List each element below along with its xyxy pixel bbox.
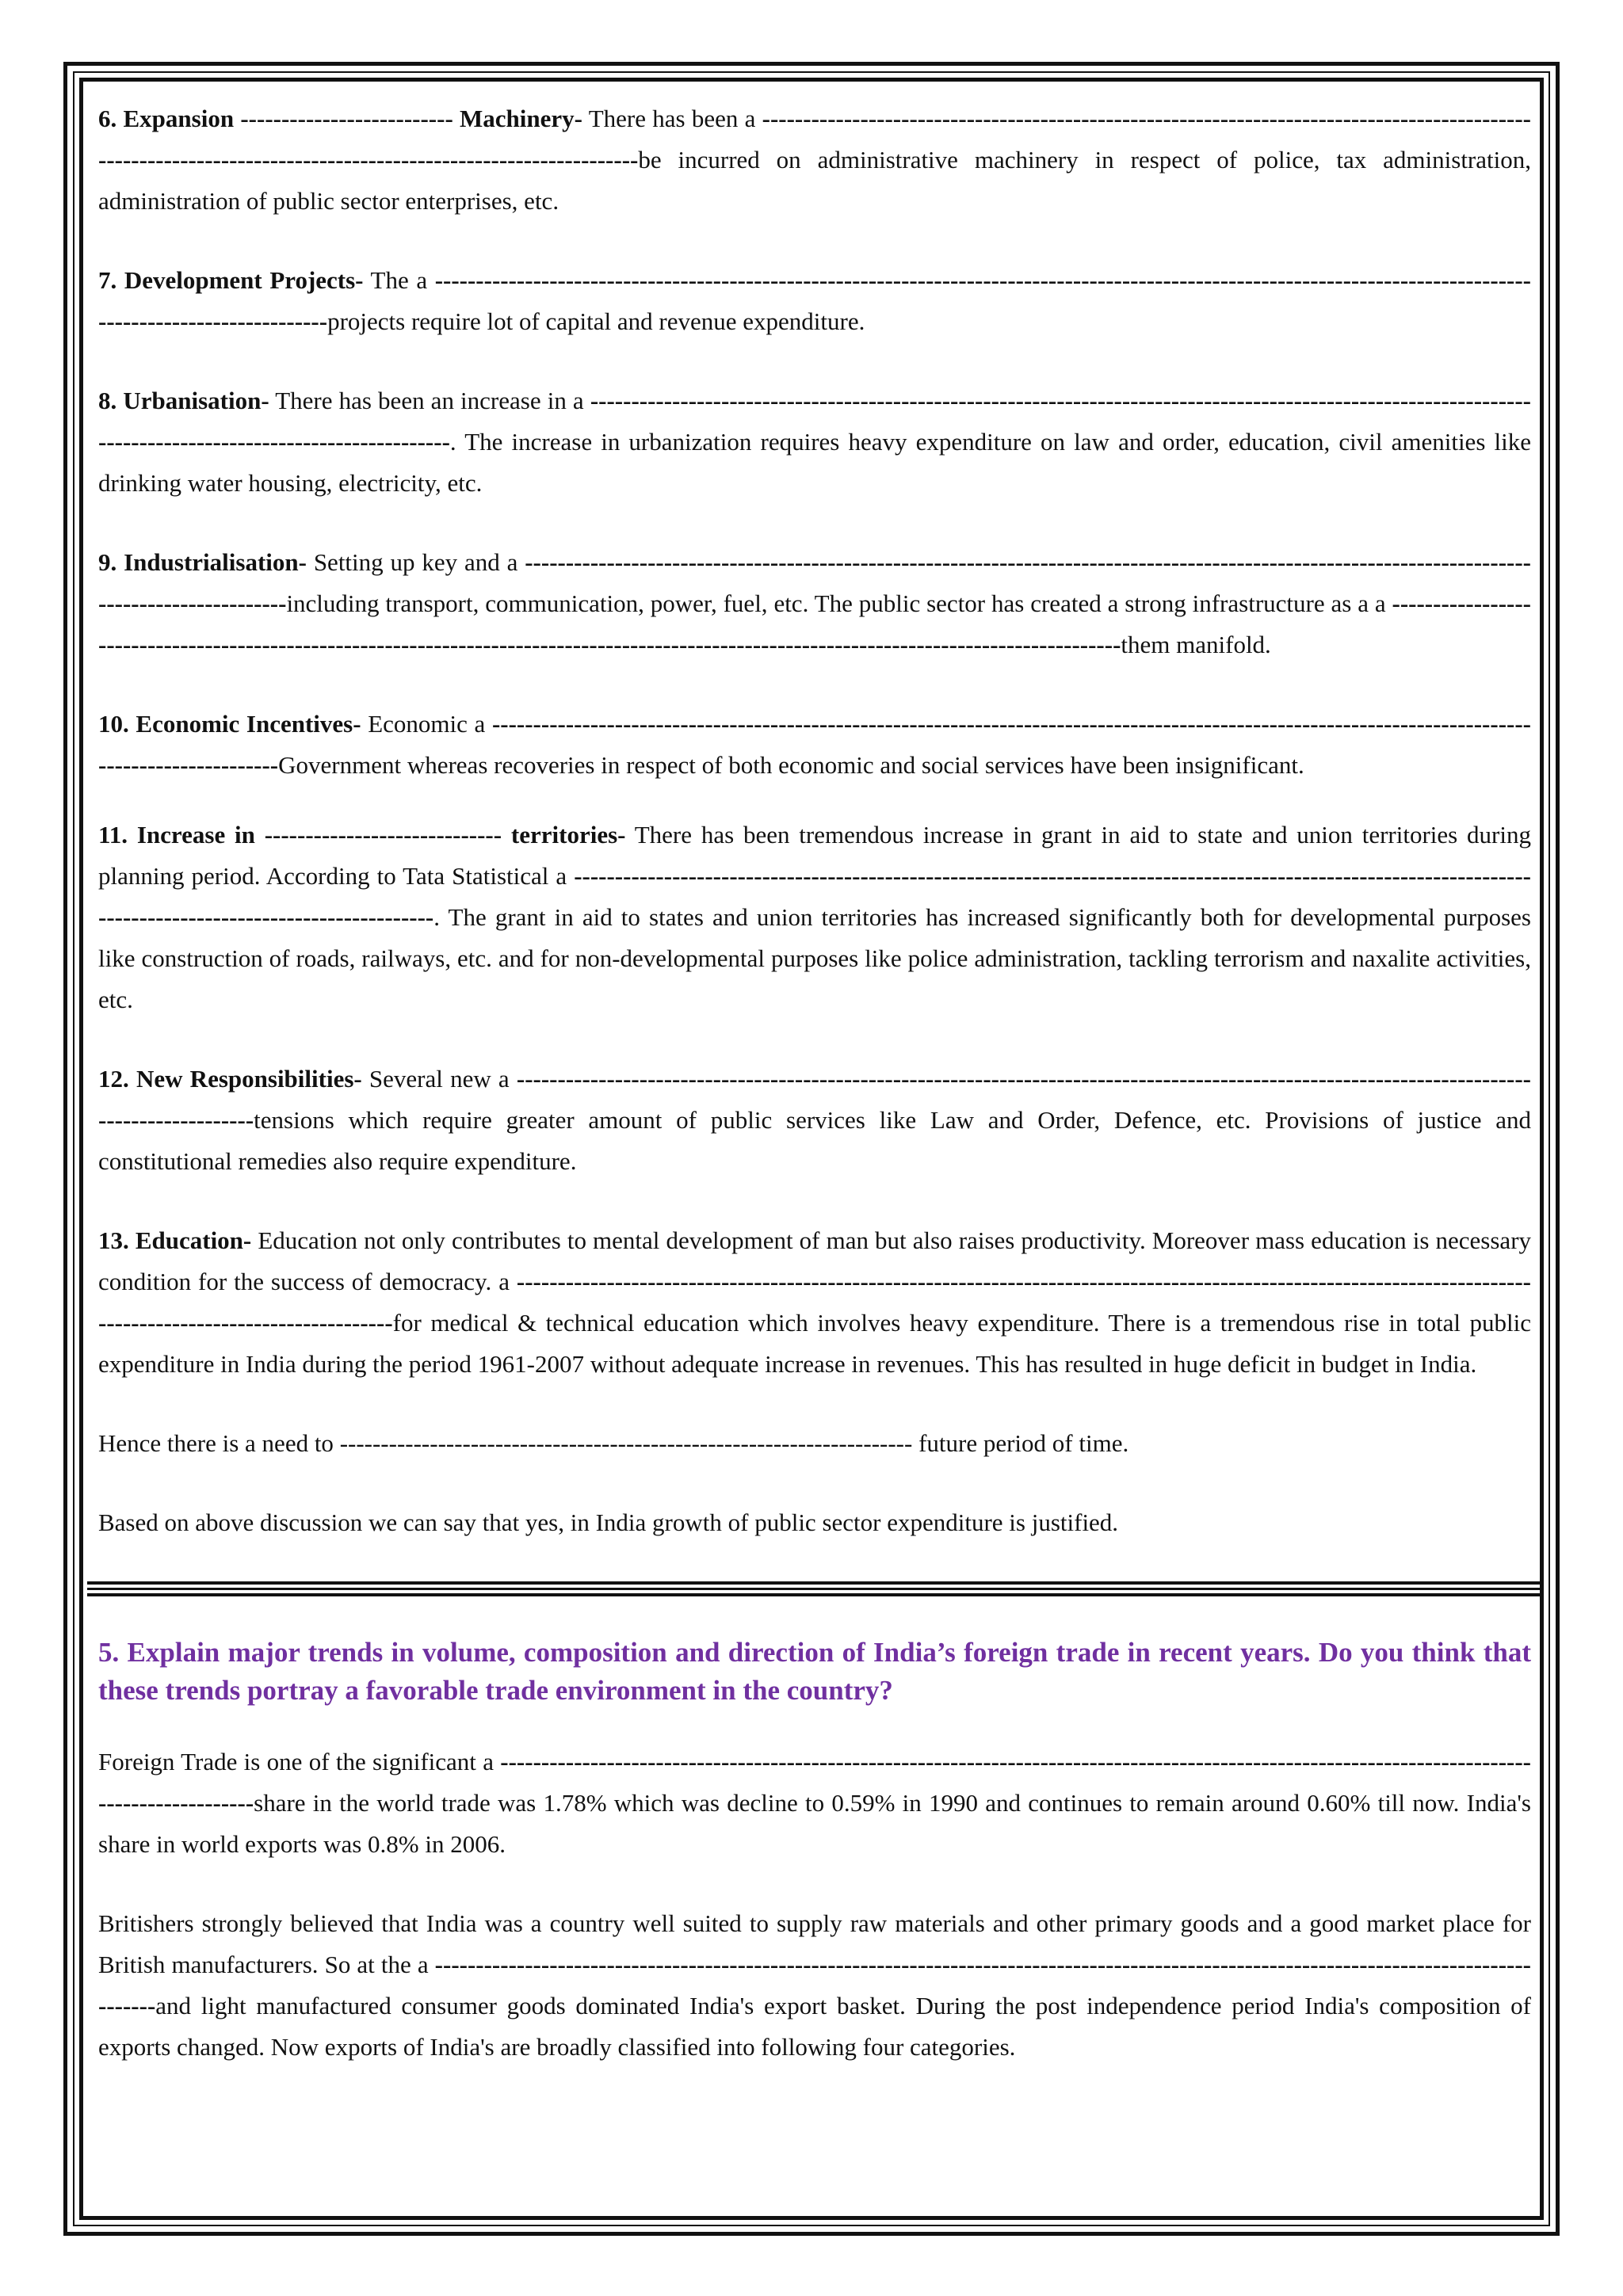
section-grant-in-aid (98, 814, 1531, 1020)
answer-paragraph-2 (98, 1903, 1531, 2068)
section-heading: 12. New Responsibilities- (98, 1065, 362, 1093)
body-text: . The grant in aid to states and union territories has increased significantly both for developmental purposes like construction of roads, railways, etc. and for non-developmental purposes like police administration, tackling terrorism and naxalite activities, etc. (98, 903, 1531, 1013)
section-education (98, 1220, 1531, 1385)
fill-in-blank: ----------------------------- (264, 821, 502, 849)
body-text: future period of time. (918, 1429, 1129, 1457)
fill-in-blank: ---------------------------------------------------------------------------------------------------------------------------------------------- (98, 589, 1531, 658)
body-text: projects require lot of capital and revenue expenditure. (327, 307, 865, 335)
body-text: There has been a (588, 105, 756, 132)
fill-in-blank: -------------------------------------------------------------------------------------------------------------------------------------------------------------- (98, 862, 1532, 931)
fill-in-blank: ---------------------------------------------------------------------------------------------------------------------------------------------------------------- (98, 105, 1532, 174)
body-text: share in the world trade was 1.78% which was decline to 0.59% in 1990 and continues to remain around 0.60% till now. India's share in world exports was 0.8% in 2006. (98, 1789, 1531, 1858)
body-text: Foreign Trade is one of the significant a (98, 1748, 494, 1775)
body-text: be incurred on administrative machinery in respect of police, tax administration, administration of public sector enterprises, etc. (98, 146, 1531, 215)
section-divider (87, 1581, 1542, 1597)
fill-in-blank: -------------------------- (240, 105, 453, 132)
body-text: including transport, communication, power, fuel, etc. The public sector has created a strong infrastructure as a a (286, 589, 1386, 617)
fill-in-blank: -------------------------------------------------------------------------------------------------------------------------------------------------- (98, 548, 1531, 617)
body-text: Based on above discussion we can say that yes, in India growth of public sector expenditure is justified. (98, 1508, 1119, 1536)
body-text: Several new a (369, 1065, 510, 1093)
section-heading: territories- (510, 821, 626, 849)
body-text: Education not only contributes to mental development of man but also raises productivity. Moreover mass education is necessary condition for the success of democracy. a (98, 1226, 1532, 1295)
section-heading: 11. Increase in (98, 821, 255, 849)
body-text: tensions which require greater amount of public services like Law and Order, Defence, etc. Provisions of justice and constitutional remedies also require expenditure. (98, 1106, 1531, 1175)
fill-in-blank: ---------------------------------------------------------------------- (339, 1429, 913, 1457)
body-text: Hence there is a need to (98, 1429, 334, 1457)
body-text: There has been an increase in a (275, 387, 584, 414)
section-heading: 7. Development Projects- (98, 266, 364, 294)
fill-in-blank: ----------------------------------------------------------------------------------------------------------------------------------------------- (98, 1065, 1531, 1134)
section-expansion-machinery (98, 98, 1531, 222)
fill-in-blank: ------------------------------------------------------------------------------------------------------------------------------------------------------------------ (98, 266, 1532, 335)
fill-in-blank: -------------------------------------------------------------------------------------------------------------------------------------------------------------- (98, 387, 1532, 456)
question-heading: 5. Explain major trends in volume, composition and direction of India’s foreign trade in recent years. Do you think that these trends portray a favorable trade environment in the country? (98, 1637, 1531, 1706)
body-text: Setting up key and a (313, 548, 518, 576)
section-heading: 6. Expansion (98, 105, 235, 132)
section-development-projects (98, 260, 1531, 342)
body-text: for medical & technical education which involves heavy expenditure. There is a tremendous rise in total public expenditure in India during the period 1961-2007 without adequate increase in revenues. This has resulted in huge deficit in budget in India. (98, 1309, 1531, 1378)
body-text: . The increase in urbanization requires heavy expenditure on law and order, education, civil amenities like drinking water housing, electricity, etc. (98, 428, 1531, 497)
fill-in-blank: --------------------------------------------------------------------------------------------------------------------------------------------- (98, 1951, 1531, 2019)
hence-paragraph (98, 1423, 1531, 1464)
body-text: Economic a (368, 710, 486, 738)
section-economic-incentives (98, 704, 1531, 786)
fill-in-blank: ---------------------------------------------------------------------------------------------------------------------------------------------------------------- (98, 1268, 1531, 1337)
body-text: Britishers strongly believed that India was a country well suited to supply raw materials and other primary goods and a good market place for British manufacturers. So at the a (98, 1909, 1531, 1978)
document-body (98, 98, 1531, 2106)
section-heading: Machinery- (460, 105, 582, 132)
body-text: them manifold. (1121, 631, 1271, 658)
section-heading: 9. Industrialisation- (98, 548, 307, 576)
section-new-responsibilities (98, 1058, 1531, 1182)
body-text: Government whereas recoveries in respect of both economic and social services have been insignificant. (278, 751, 1304, 779)
conclusion-paragraph (98, 1502, 1531, 1543)
section-urbanisation (98, 380, 1531, 504)
body-text: There has been tremendous increase in grant in aid to state and union territories during planning period. According to Tata Statistical a (98, 821, 1531, 890)
fill-in-blank: ----------------------------------------------------------------------------------------------------------------------------------------------------- (98, 710, 1531, 779)
body-text: and light manufactured consumer goods dominated India's export basket. During the post independence period India's composition of exports changed. Now exports of India's are broadly classified into following four categories. (98, 1992, 1531, 2061)
section-heading: 13. Education- (98, 1226, 252, 1254)
body-text: The a (370, 266, 428, 294)
section-heading: 8. Urbanisation- (98, 387, 269, 414)
fill-in-blank: ------------------------------------------------------------------------------------------------------------------------------------------------- (98, 1748, 1532, 1817)
section-heading: 10. Economic Incentives- (98, 710, 361, 738)
answer-paragraph-1 (98, 1741, 1531, 1865)
section-industrialisation (98, 542, 1531, 666)
